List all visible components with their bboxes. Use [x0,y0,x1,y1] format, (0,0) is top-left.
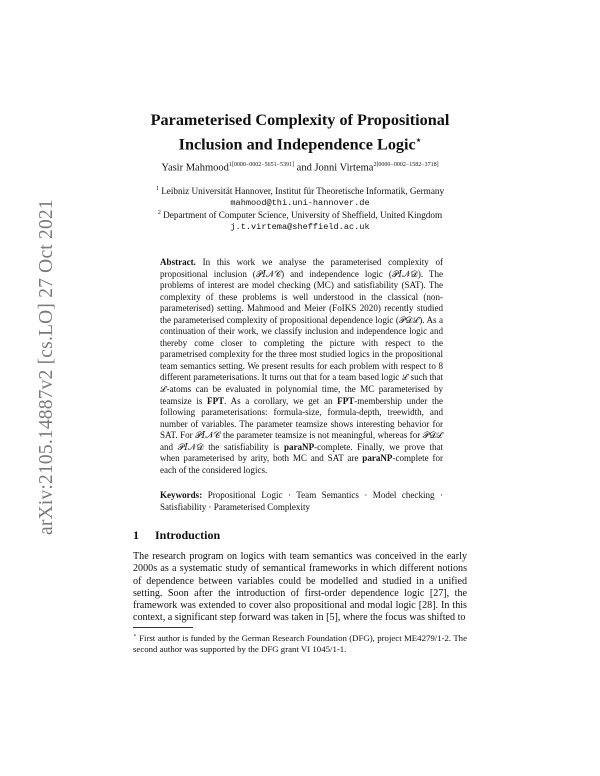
footnote-rule [133,627,193,628]
title-line-2-text: Inclusion and Independence Logic [178,135,416,154]
abstract-text-e: -complete for each of the considered logics. [160,453,444,475]
footnote [133,631,467,655]
abstract-paranp-1: paraNP [283,441,315,452]
abstract-fpt-1: FPT [207,395,225,406]
footnote-text: First author is funded by the German Research Foundation (DFG), project ME4279/1-2. The second author was supported by the DFG grant VI 1045/1-1. [133,632,467,654]
affiliation-1-number: 1 [155,186,159,192]
affiliation-1-line [100,184,500,198]
author-line [100,162,500,174]
affiliation-2-text: Department of Computer Science, University of Sheffield, United Kingdom [163,210,443,221]
paper-title [120,110,480,154]
affiliation-2-line [100,208,500,222]
affiliation-1-text: Leibniz Universität Hannover, Institut für Theoretische Informatik, Germany [161,186,445,197]
abstract-text-b: . As a corollary, we get an [224,395,333,406]
affiliation-2-number: 2 [157,210,161,216]
abstract-paranp-2: paraNP [362,453,393,464]
affiliation-2 [100,208,500,233]
abstract-text-d: -complete. Finally, we prove that when parameterised by arity, both MC and SAT are [160,441,444,464]
affiliation-2-email: j.t.virtema@sheffield.ac.uk [230,221,370,232]
affiliation-1-email: mahmood@thi.uni-hannover.de [230,197,370,208]
affiliation-1 [100,184,500,209]
arxiv-identifier: arXiv:2105.14887v2 [cs.LO] 27 Oct 2021 [36,199,57,535]
abstract-text-a: In this work we analyse the parameterised complexity of propositional inclusion (𝒫𝐼𝒩𝒞) and independence logic (𝒫𝐼𝒩𝒟). The problems of interest are model checking (MC) and satisfiability (SAT). The complexity of these problems is well understood in the classical (non-parameterised) setting. Mahmood and Meier (FoIKS 2020) recently studied the parameterised complexity of propositional dependence logic (𝒫𝒟ℒ). As a continuation of their work, we classify inclusion and independence logic and thereby come closer to completing the picture with respect to the parametrised complexity for the three most studied logics in the propositional team semantics setting. We present results for each problem with respect to 8 different parameterisations. It turns out that for a team based logic ℒ such that ℒ-atoms can be evaluated in polynomial time, the MC parameterised by teamsize is [160,257,443,406]
keywords [160,490,443,513]
introduction-paragraph: The research program on logics with team semantics was conceived in the early 2000s as a systematic study of semantical frameworks in which different notions of dependence between variables could be modelled and studied in a unified setting. Soon after the introduction of first-order dependence logic [27], the framework was extended to cover also propositional and modal logic [28]. In this context, a significant step forward was taken in [5], where the focus was shifted to [133,551,467,624]
footnote-mark: ⋆ [133,633,137,639]
author-2-name: Jonni Virtema [314,162,374,174]
author-2-orcid: 2[0000−0002−1582−3718] [373,162,439,168]
title-line-2 [120,130,480,154]
section-heading-introduction [133,528,220,543]
abstract-text-c: -membership under the following parameterisations: formula-size, formula-depth, treewidth, and number of variables. The parameter teamsize shows interesting behavior for SAT. For 𝒫𝐼𝒩𝒞 the parameter teamsize is not meaningful, whereas for 𝒫𝒟ℒ and 𝒫𝐼𝒩𝒟 the satisfiability is [160,395,443,452]
abstract-fpt-2: FPT [337,395,355,406]
author-1-orcid: 1[0000−0002−5651−5391] [228,162,295,168]
keywords-text: Propositional Logic · Team Semantics · Model checking · Satisfiability · Parameterised Complexity [160,490,444,512]
section-title: Introduction [155,528,221,542]
section-number: 1 [133,528,139,542]
abstract-label: Abstract. [160,257,196,267]
author-1-name: Yasir Mahmood [161,162,229,174]
title-footnote-mark: ⋆ [415,135,422,145]
abstract [160,257,443,476]
author-separator: and [294,162,315,174]
title-line-1: Parameterised Complexity of Propositional [150,111,450,129]
keywords-label: Keywords: [160,490,203,500]
